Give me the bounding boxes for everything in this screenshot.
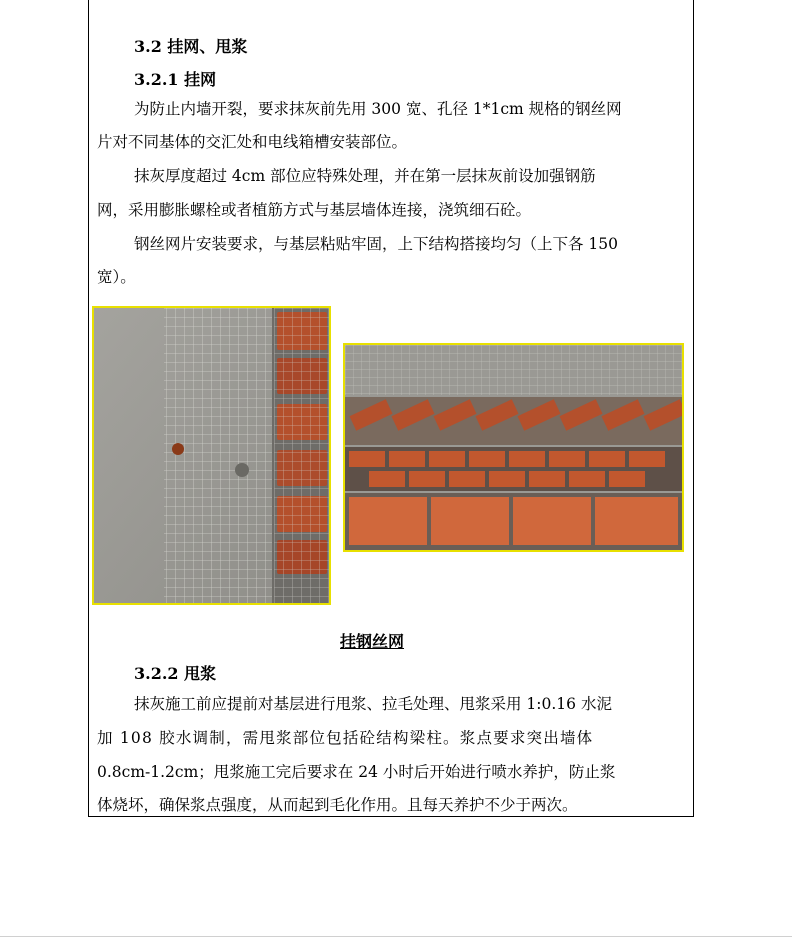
paragraph-line: 宽）。	[97, 268, 136, 286]
photo-wire-mesh-wall	[92, 306, 331, 605]
brick-courses-image	[345, 345, 682, 550]
paragraph-line: 为防止内墙开裂，要求抹灰前先用 300 宽、孔径 1*1cm 规格的钢丝网	[134, 100, 622, 118]
wire-mesh-wall-image	[94, 308, 329, 603]
section-heading: 3.2 挂网、甩浆	[134, 37, 248, 56]
paragraph-line: 加 108 胶水调制，需甩浆部位包括砼结构梁柱。浆点要求突出墙体	[97, 729, 594, 747]
subsection-heading-mesh: 3.2.1 挂网	[134, 70, 217, 89]
subsection-heading-slurry: 3.2.2 甩浆	[134, 664, 217, 683]
paragraph-line: 钢丝网片安装要求，与基层粘贴牢固，上下结构搭接均匀（上下各 150	[134, 235, 619, 253]
paragraph-line: 片对不同基体的交汇处和电线箱槽安装部位。	[97, 133, 408, 151]
paragraph-line: 网，采用膨胀螺栓或者植筋方式与基层墙体连接，浇筑细石砼。	[97, 201, 532, 219]
page-bottom-divider	[0, 936, 792, 937]
paragraph-line: 体烧坏，确保浆点强度，从而起到毛化作用。且每天养护不少于两次。	[97, 796, 578, 814]
photo-brick-courses	[343, 343, 684, 552]
paragraph-line: 0.8cm-1.2cm；甩浆施工完后要求在 24 小时后开始进行喷水养护，防止浆	[97, 763, 616, 781]
paragraph-line: 抹灰施工前应提前对基层进行甩浆、拉毛处理、甩浆采用 1:0.16 水泥	[134, 695, 612, 713]
figure-caption: 挂钢丝网	[340, 632, 405, 651]
paragraph-line: 抹灰厚度超过 4cm 部位应特殊处理，并在第一层抹灰前设加强钢筋	[134, 167, 596, 185]
